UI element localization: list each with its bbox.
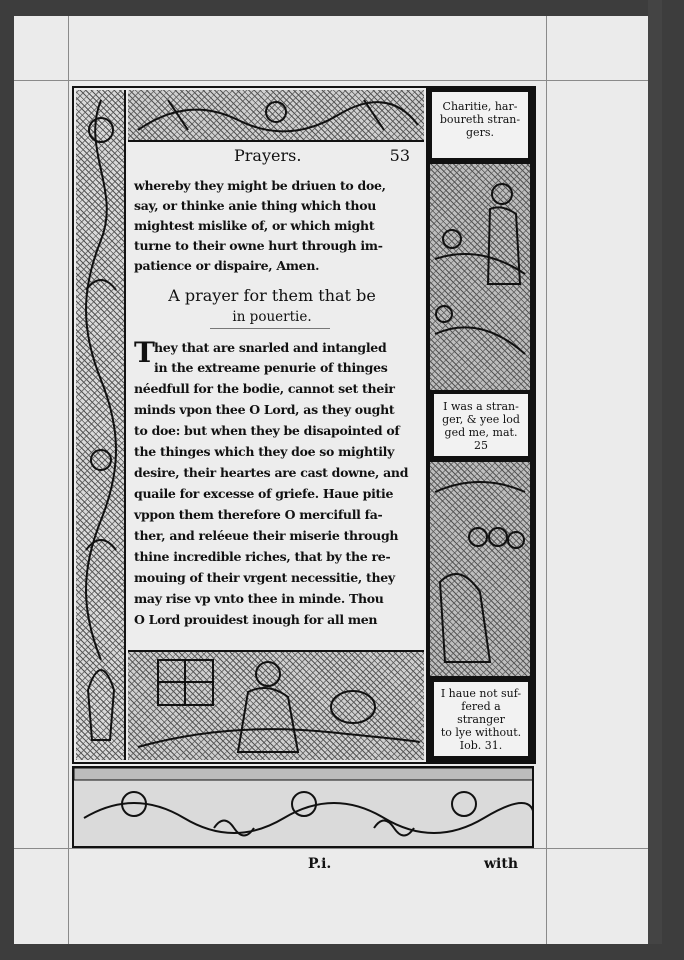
caption-text: I haue not suf- fered a stranger to lye without. Iob. 31. (440, 687, 522, 752)
text-line: patience or dispaire, Amen. (134, 258, 320, 273)
prayer-line: may rise vp vnto thee in minde. Thou (134, 591, 384, 606)
prayer-title: A prayer for them that be (168, 286, 376, 305)
prayer-line: O Lord prouidest inough for all men (134, 612, 378, 627)
prayer-line: the thinges which they doe so mightily (134, 444, 395, 459)
prayer-subtitle: in pouertie. (232, 309, 312, 325)
prayer-line: minds vpon thee O Lord, as they ought (134, 402, 395, 417)
text-line: whereby they might be driuen to doe, (134, 178, 386, 193)
prayer-line: in the extreame penurie of thinges (154, 360, 388, 375)
caption-charity (430, 90, 530, 160)
prayer-line: hey that are snarled and intangled (154, 340, 387, 355)
floral-ornament-band (72, 766, 534, 848)
page-shadow (648, 0, 662, 944)
prayer-line: to doe: but when they be disapointed of (134, 423, 400, 438)
left-ornament-border (76, 90, 126, 760)
signature-mark: P.i. (308, 856, 332, 872)
running-head: Prayers. (234, 146, 302, 165)
guide-line (546, 16, 547, 944)
text-line: say, or thinke anie thing which thou (134, 198, 377, 213)
prayer-line: desire, their heartes are cast downe, and (134, 465, 409, 480)
guide-line (14, 848, 662, 849)
prayer-line: vppon them therefore O mercifull fa- (134, 507, 383, 522)
woodcut-illustration-bed (128, 650, 424, 760)
caption-text: I was a stran- ger, & yee lod ged me, mat. 25 (442, 400, 520, 452)
guide-line (68, 16, 69, 944)
prayer-line: ther, and reléeue their miserie through (134, 528, 399, 543)
text-line: mightest mislike of, or which might (134, 218, 375, 233)
prayer-line: thine incredible riches, that by the re- (134, 549, 391, 564)
woodcut-sick-in-beds (430, 164, 530, 390)
caption-text: Charitie, har- boureth stran- gers. (439, 100, 521, 139)
caption-job (432, 680, 530, 758)
prayer-line: mouing of their vrgent necessitie, they (134, 570, 395, 585)
catchword: with (484, 856, 519, 872)
text-line: turne to their owne hurt through im- (134, 238, 383, 253)
guide-line (14, 80, 662, 81)
title-rule (210, 328, 330, 329)
page-header (134, 146, 410, 170)
page-number: 53 (389, 146, 410, 165)
prayer-line: quaile for excesse of griefe. Haue pitie (134, 486, 394, 501)
drop-cap: T (134, 336, 155, 369)
caption-matthew (432, 392, 530, 458)
woodcut-strangers-lodged (430, 462, 530, 676)
prayer-line: néedfull for the bodie, cannot set their (134, 381, 395, 396)
top-ornament-border (128, 90, 424, 142)
